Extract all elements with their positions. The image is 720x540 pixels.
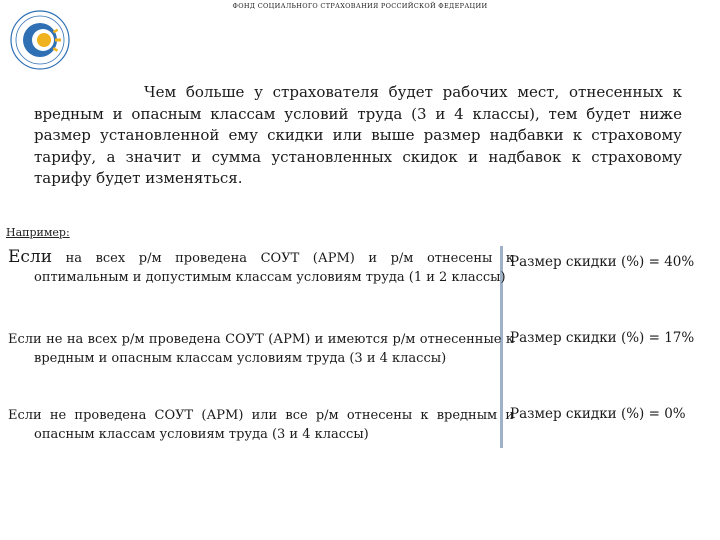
fss-logo [8, 8, 72, 72]
condition-1-text: на всех р/м проведена СОУТ (АРМ) и р/м отнесены к оптимальным и допустимым классам условиям труда (1 и 2 классы) [34, 251, 514, 285]
result-2: Размер скидки (%) = 17% [510, 330, 695, 346]
condition-1-lead: Если [8, 247, 53, 267]
intro-text: Чем больше у страхователя будет рабочих мест, отнесенных к вредным и опасным классам условий труда (3 и 4 классы), тем будет ниже размер установленной ему скидки или выше размер надбавки к страховому тарифу, а значит и сумма установленных скидок и надбавок к страховому тарифу будет изменяться. [34, 83, 682, 187]
logo-sun-icon [37, 33, 51, 47]
result-1: Размер скидки (%) = 40% [510, 254, 695, 270]
example-label: Например: [6, 226, 70, 239]
organization-header: ФОНД СОЦИАЛЬНОГО СТРАХОВАНИЯ РОССИЙСКОЙ ФЕДЕРАЦИИ [232, 2, 488, 10]
condition-1 [8, 248, 514, 287]
condition-2-text: Если не на всех р/м проведена СОУТ (АРМ) и имеются р/м отнесенные к вредным и опасным классам условиям труда (3 и 4 классы) [8, 332, 514, 366]
condition-3-text: Если не проведена СОУТ (АРМ) или все р/м отнесены к вредным и опасным классам условиям труда (3 и 4 классы) [8, 408, 514, 442]
intro-paragraph [34, 82, 682, 190]
condition-2 [8, 330, 514, 368]
result-3: Размер скидки (%) = 0% [510, 406, 686, 422]
condition-3 [8, 406, 514, 444]
